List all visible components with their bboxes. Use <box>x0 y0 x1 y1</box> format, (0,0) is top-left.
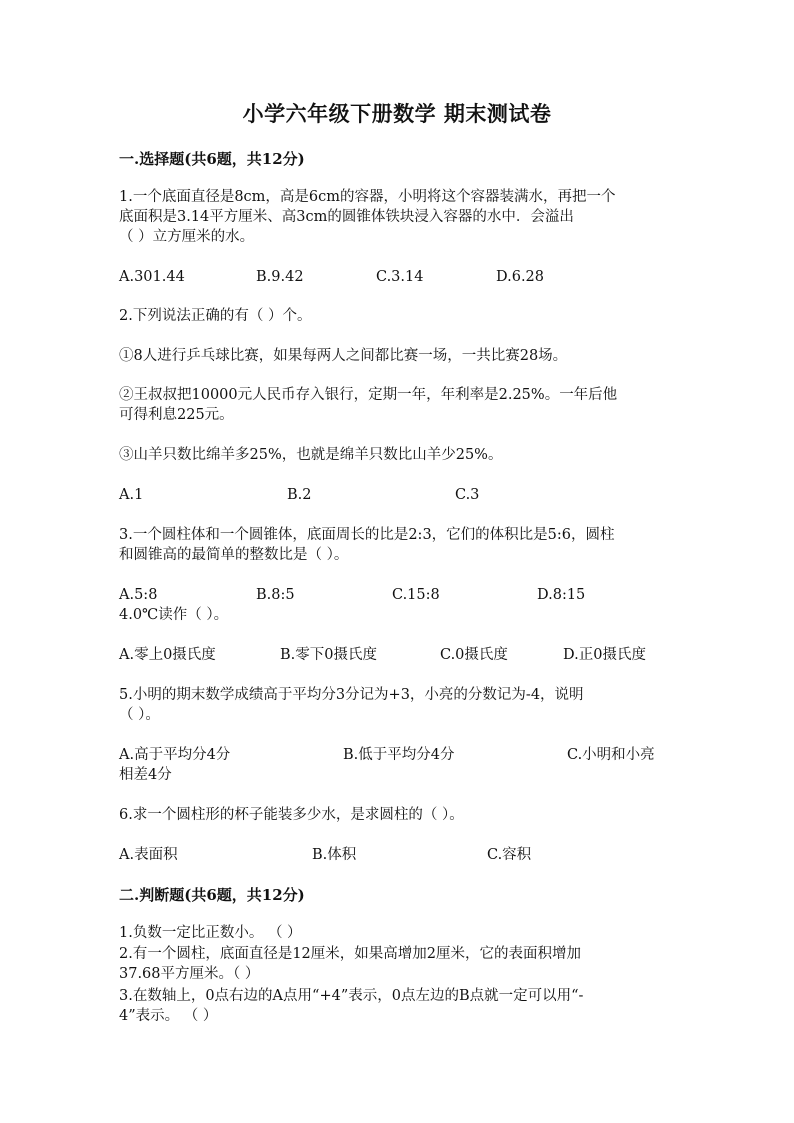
q3-option-c: C.15:8 <box>392 587 440 603</box>
q5-option-a: A.高于平均分4分 <box>119 747 231 763</box>
q4-option-c: C.0摄氏度 <box>440 647 508 663</box>
page-title: 小学六年级下册数学 期末测试卷 <box>242 101 552 126</box>
q1-option-d: D.6.28 <box>496 269 545 285</box>
judgement-question-3-line-1: 3.在数轴上，0点右边的A点用“+4”表示，0点左边的B点就一定可以用“- <box>119 988 584 1004</box>
judgement-question-3-line-2: 4”表示。 （ ） <box>119 1008 218 1024</box>
question-6-stem: 6.求一个圆柱形的杯子能装多少水，是求圆柱的（ ）。 <box>119 807 464 823</box>
judgement-question-2-line-2: 37.68平方厘米。（ ） <box>119 966 260 982</box>
question-3-line-2: 和圆锥高的最简单的整数比是（ ）。 <box>119 547 349 563</box>
q2-option-a: A.1 <box>119 487 144 503</box>
question-4-stem: 4.0℃读作（ ）。 <box>119 607 229 623</box>
q6-option-c: C.容积 <box>487 847 532 863</box>
section-heading-judgement: 二.判断题(共6题，共12分) <box>119 886 305 904</box>
q2-option-c: C.3 <box>455 487 480 503</box>
question-1-line-2: 底面积是3.14平方厘米、高3cm的圆锥体铁块浸入容器的水中．会溢出 <box>119 209 574 225</box>
q5-option-b: B.低于平均分4分 <box>343 747 455 763</box>
question-2-stem: 2.下列说法正确的有（ ）个。 <box>119 308 312 324</box>
question-1-line-3: （ ）立方厘米的水。 <box>119 229 255 245</box>
q3-option-b: B.8:5 <box>256 587 295 603</box>
q1-option-b: B.9.42 <box>256 269 304 285</box>
q1-option-a: A.301.44 <box>119 269 185 285</box>
judgement-question-2-line-1: 2.有一个圆柱，底面直径是12厘米，如果高增加2厘米，它的表面积增加 <box>119 946 582 962</box>
section-heading-choice: 一.选择题(共6题，共12分) <box>119 150 305 168</box>
q4-option-b: B.零下0摄氏度 <box>280 647 377 663</box>
q3-option-a: A.5:8 <box>119 587 158 603</box>
question-2-statement-1: ①8人进行乒乓球比赛，如果每两人之间都比赛一场，一共比赛28场。 <box>119 348 568 364</box>
question-5-line-1: 5.小明的期末数学成绩高于平均分3分记为+3，小亮的分数记为-4，说明 <box>119 687 584 703</box>
question-2-statement-2-line-1: ②王叔叔把10000元人民币存入银行，定期一年，年利率是2.25%。一年后他 <box>119 387 618 403</box>
q1-option-c: C.3.14 <box>376 269 424 285</box>
q4-option-a: A.零上0摄氏度 <box>119 647 216 663</box>
q4-option-d: D.正0摄氏度 <box>563 647 646 663</box>
judgement-question-1: 1.负数一定比正数小。 （ ） <box>119 925 302 941</box>
question-3-line-1: 3.一个圆柱体和一个圆锥体，底面周长的比是2:3，它们的体积比是5:6，圆柱 <box>119 527 615 543</box>
question-1-line-1: 1.一个底面直径是8cm，高是6cm的容器，小明将这个容器装满水，再把一个 <box>119 189 616 205</box>
q5-option-c-continued: 相差4分 <box>119 767 172 783</box>
question-5-line-2: （ ）。 <box>119 707 160 723</box>
q5-option-c: C.小明和小亮 <box>567 747 655 763</box>
q6-option-a: A.表面积 <box>119 847 178 863</box>
question-2-statement-3: ③山羊只数比绵羊多25%，也就是绵羊只数比山羊少25%。 <box>119 447 503 463</box>
question-2-statement-2-line-2: 可得利息225元。 <box>119 407 234 423</box>
q3-option-d: D.8:15 <box>537 587 586 603</box>
q6-option-b: B.体积 <box>312 847 357 863</box>
q2-option-b: B.2 <box>287 487 312 503</box>
